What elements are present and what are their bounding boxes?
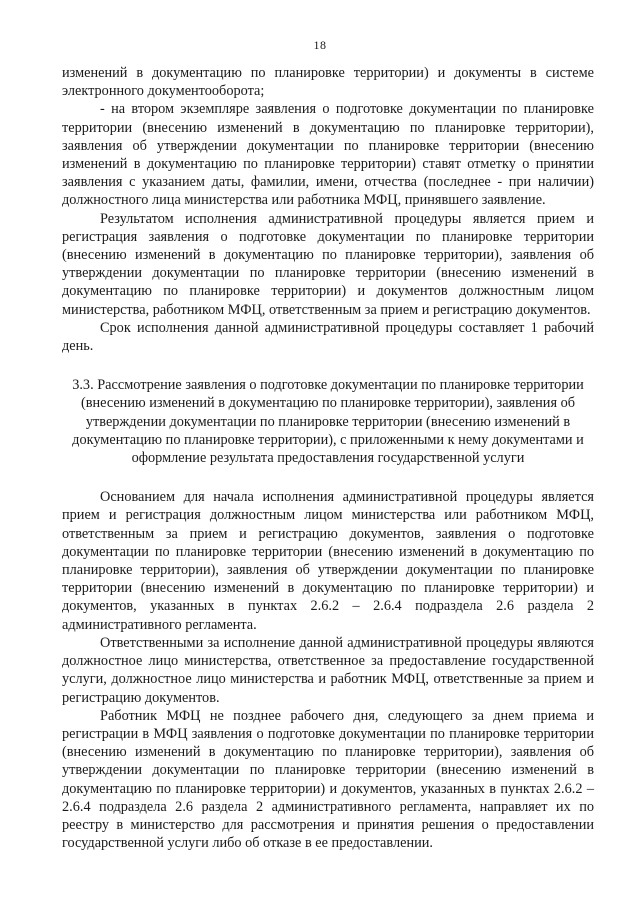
paragraph-result: Результатом исполнения административной процедуры является прием и регистрация заявления о подготовке документации по планировке территории (внесению изменений в документацию по планировке территории), заявления об утверждении документации по планировке территории (внесению изменений в документацию по планировке территории) и документов должностным лицом министерства, работником МФЦ, ответственным за прием и регистрацию документов. [62,210,594,318]
paragraph-continuation: изменений в документацию по планировке территории) и документы в системе электронного документооборота; [62,65,594,100]
document-body [62,64,594,852]
paragraph-term: Срок исполнения данной административной процедуры составляет 1 рабочий день. [62,319,594,355]
paragraph-responsible: Ответственными за исполнение данной административной процедуры являются должностное лицо министерства, ответственное за предоставление государственной услуги, должностное лицо министерства и работник МФЦ, ответственные за прием и регистрацию документов. [62,634,594,706]
paragraph-second-copy-mark: - на втором экземпляре заявления о подготовке документации по планировке территории (внесению изменений в документацию по планировке территории), заявления об утверждении документации по планировке территории (внесению изменений в документацию по планировке территории) ставят отметку о принятии заявления с указанием даты, фамилии, имени, отчества (последнее - при наличии) должностного лица министерства или работника МФЦ, принявшего заявление. [62,101,594,209]
section-heading-3-3: 3.3. Рассмотрение заявления о подготовке документации по планировке территории (внесению изменений в документацию по планировке территории), заявления об утверждении документации по планировке территории (внесению изменений в документацию по планировке территории), с приложенными к нему документами и оформление результата предоставления государственной услуги [72,377,584,467]
page-number: 18 [313,38,327,52]
paragraph-mfc-worker: Работник МФЦ не позднее рабочего дня, следующего за днем приема и регистрации в МФЦ заявления о подготовке документации по планировке территории (внесению изменений в документацию по планировке территории), заявления об утверждении документации по планировке территории (внесению изменений в документацию по планировке территории) и документов, указанных в пунктах 2.6.2 – 2.6.4 подраздела 2.6 раздела 2 административного регламента, направляет их по реестру в министерство для рассмотрения и принятия решения о предоставлении государственной услуги либо об отказе в ее предоставлении. [62,707,594,852]
paragraph-basis: Основанием для начала исполнения административной процедуры является прием и регистрация должностным лицом министерства или работником МФЦ, ответственным за прием и регистрацию документов, заявления о подготовке документации по планировке территории (внесению изменений в документацию по планировке территории), заявления об утверждении документации по планировке территории (внесению изменений в документацию по планировке территории) и документов, указанных в пунктах 2.6.2 – 2.6.4 подраздела 2.6 раздела 2 административного регламента. [62,489,594,633]
